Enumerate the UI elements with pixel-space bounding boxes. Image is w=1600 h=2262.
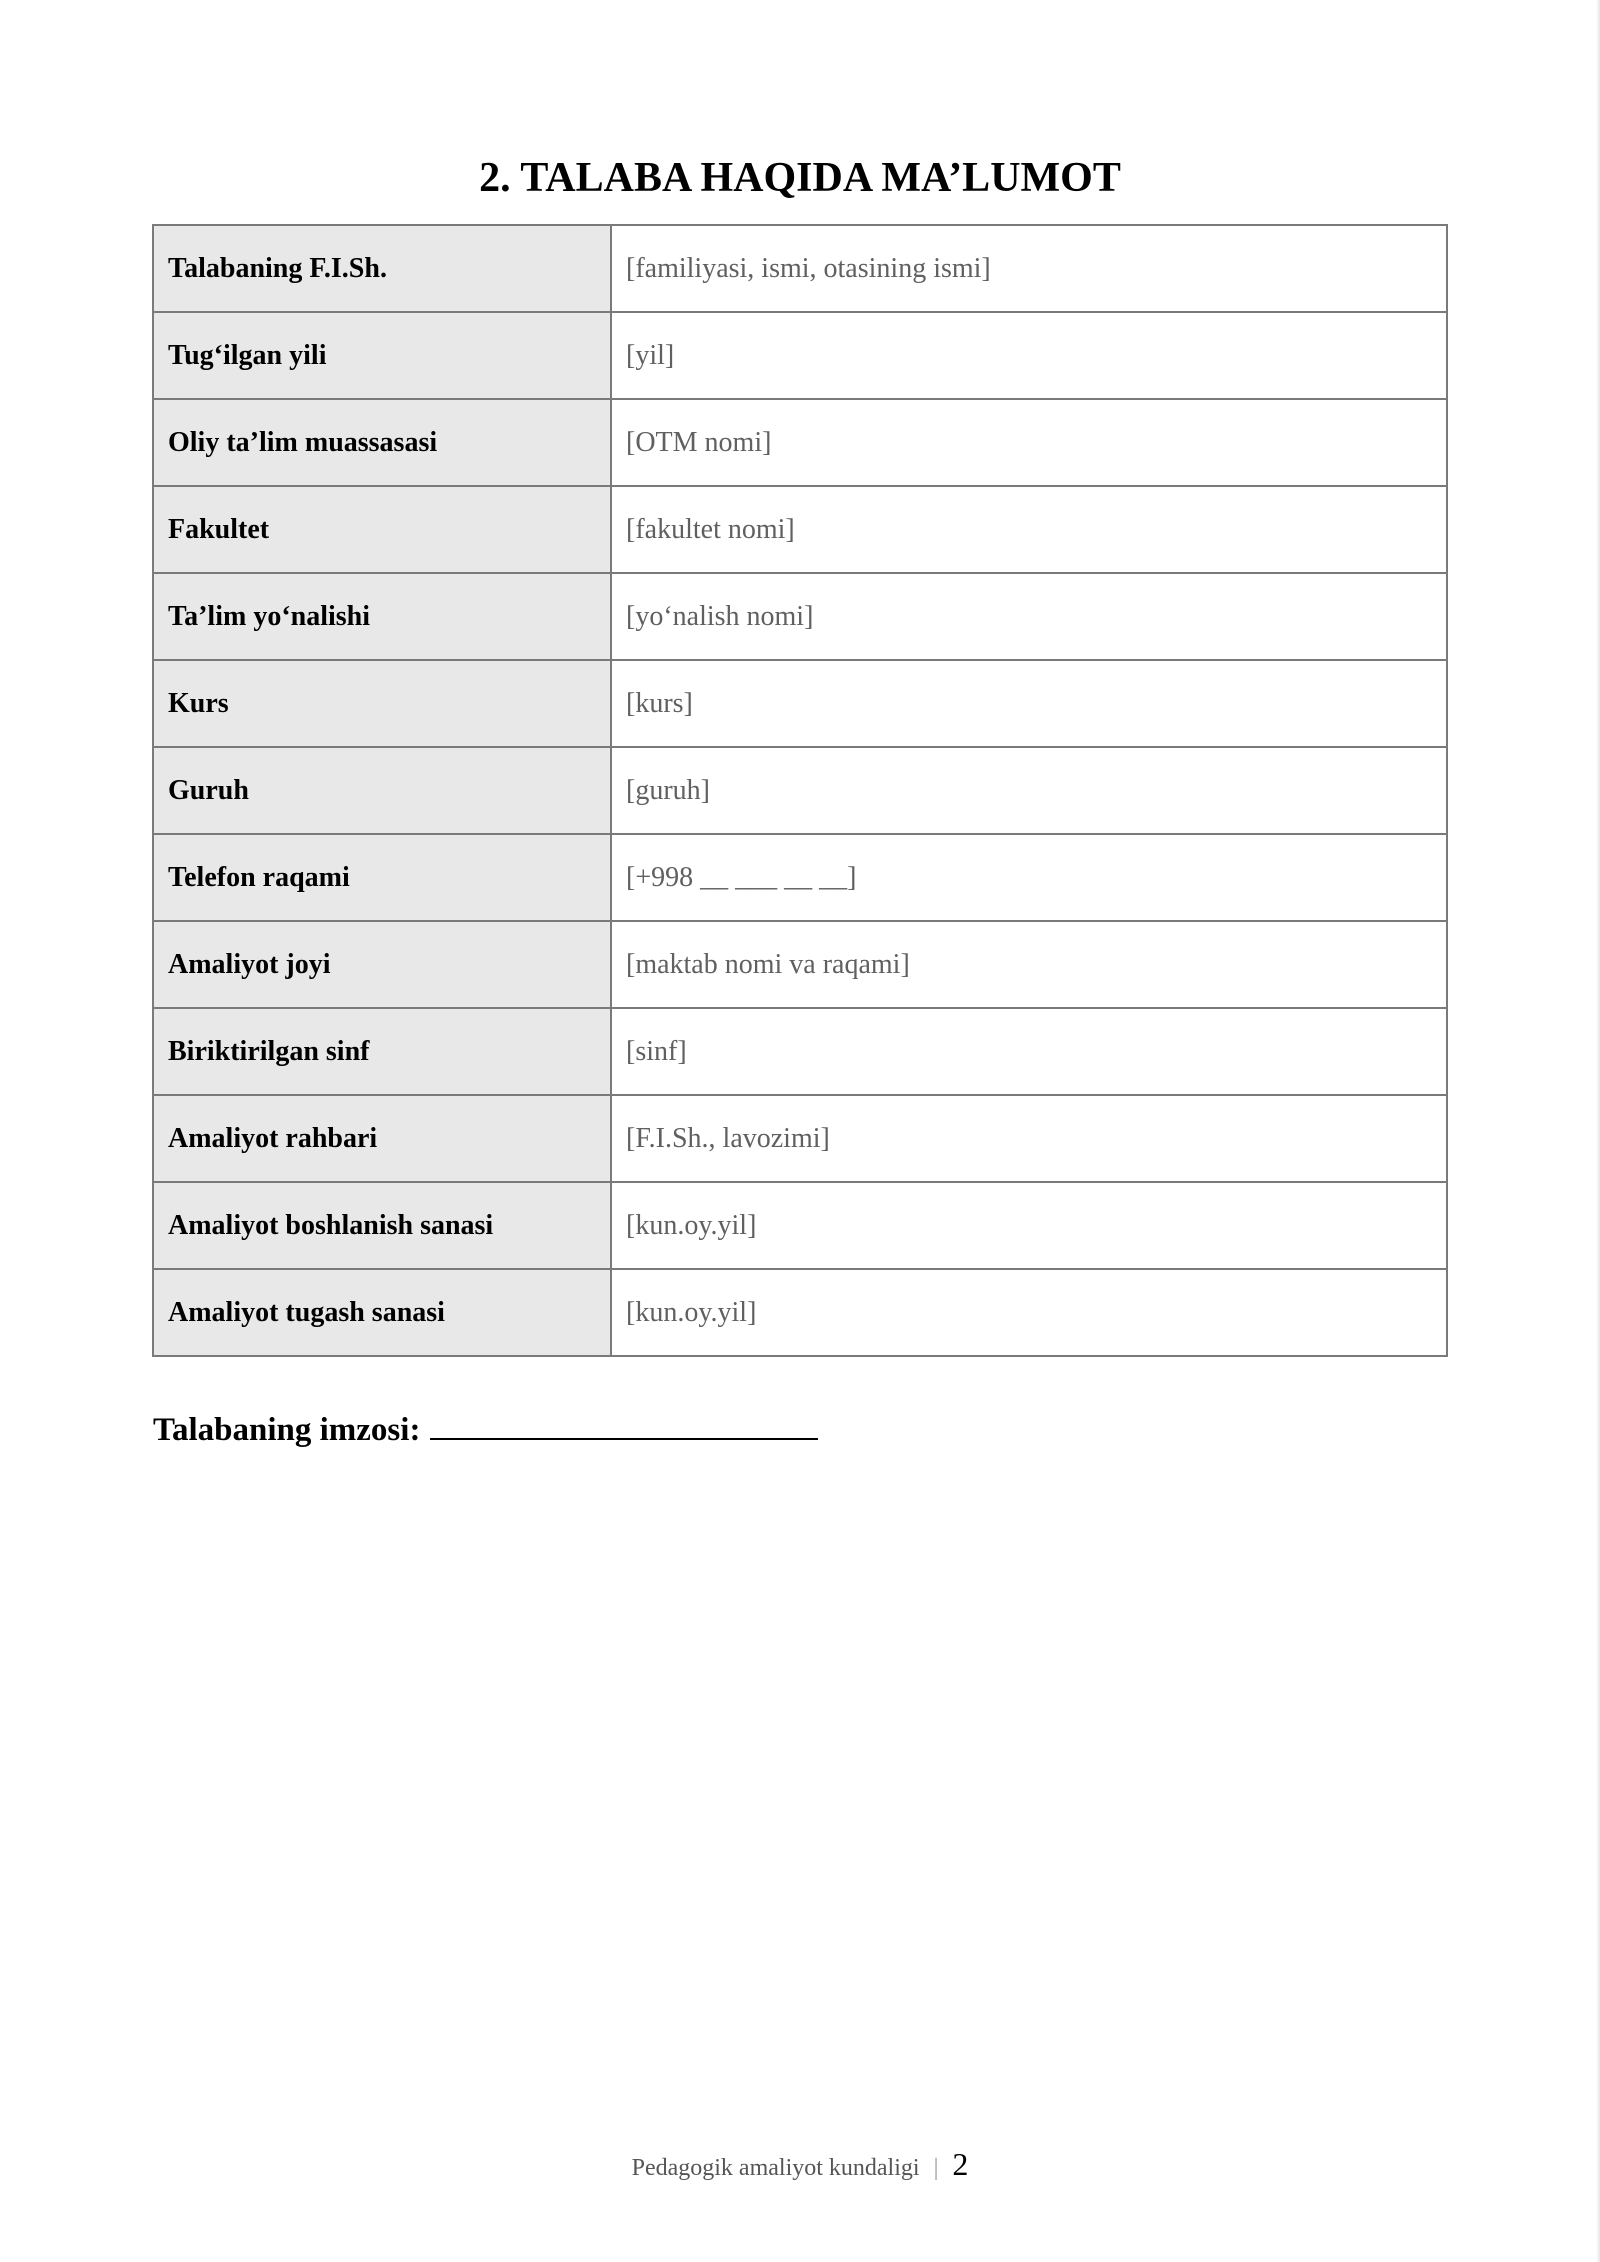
row-label: Kurs [153,660,611,747]
student-info-table [152,224,1448,1357]
row-label: Oliy ta’lim muassasasi [153,399,611,486]
table-row [153,747,1447,834]
table-row [153,1008,1447,1095]
row-value-field[interactable]: [kun.oy.yil] [611,1269,1447,1356]
row-label: Amaliyot rahbari [153,1095,611,1182]
row-label: Fakultet [153,486,611,573]
row-value-field[interactable]: [kun.oy.yil] [611,1182,1447,1269]
row-label: Amaliyot boshlanish sanasi [153,1182,611,1269]
row-value-field[interactable]: [F.I.Sh., lavozimi] [611,1095,1447,1182]
signature-label: Talabaning imzosi: [153,1412,421,1448]
table-row [153,660,1447,747]
row-label: Telefon raqami [153,834,611,921]
row-value-field[interactable]: [familiyasi, ismi, otasining ismi] [611,225,1447,312]
table-row [153,399,1447,486]
page-footer [0,2146,1600,2183]
row-label: Tug‘ilgan yili [153,312,611,399]
row-value-field[interactable]: [sinf] [611,1008,1447,1095]
row-value-field[interactable]: [fakultet nomi] [611,486,1447,573]
row-label: Guruh [153,747,611,834]
row-value-field[interactable]: [yil] [611,312,1447,399]
row-label: Ta’lim yo‘nalishi [153,573,611,660]
table-row [153,225,1447,312]
table-row [153,573,1447,660]
row-value-field[interactable]: [kurs] [611,660,1447,747]
row-value-field[interactable]: [yo‘nalish nomi] [611,573,1447,660]
row-label: Talabaning F.I.Sh. [153,225,611,312]
table-row [153,312,1447,399]
page-edge-shadow [1596,0,1600,2262]
row-label: Amaliyot joyi [153,921,611,1008]
table-row [153,1182,1447,1269]
signature-block [153,1408,818,1452]
row-label: Biriktirilgan sinf [153,1008,611,1095]
footer-document-title: Pedagogik amaliyot kundaligi [631,2155,920,2181]
table-row [153,486,1447,573]
page-title: 2. TALABA HAQIDA MA’LUMOT [479,155,1121,201]
table-row [153,1269,1447,1356]
row-value-field[interactable]: [+998 __ ___ __ __] [611,834,1447,921]
table-row [153,834,1447,921]
page-number: 2 [952,2146,969,2182]
table-row [153,921,1447,1008]
signature-line[interactable] [430,1408,818,1440]
footer-separator: | [933,2155,939,2181]
row-value-field[interactable]: [OTM nomi] [611,399,1447,486]
row-value-field[interactable]: [maktab nomi va raqami] [611,921,1447,1008]
table-row [153,1095,1447,1182]
row-value-field[interactable]: [guruh] [611,747,1447,834]
row-label: Amaliyot tugash sanasi [153,1269,611,1356]
